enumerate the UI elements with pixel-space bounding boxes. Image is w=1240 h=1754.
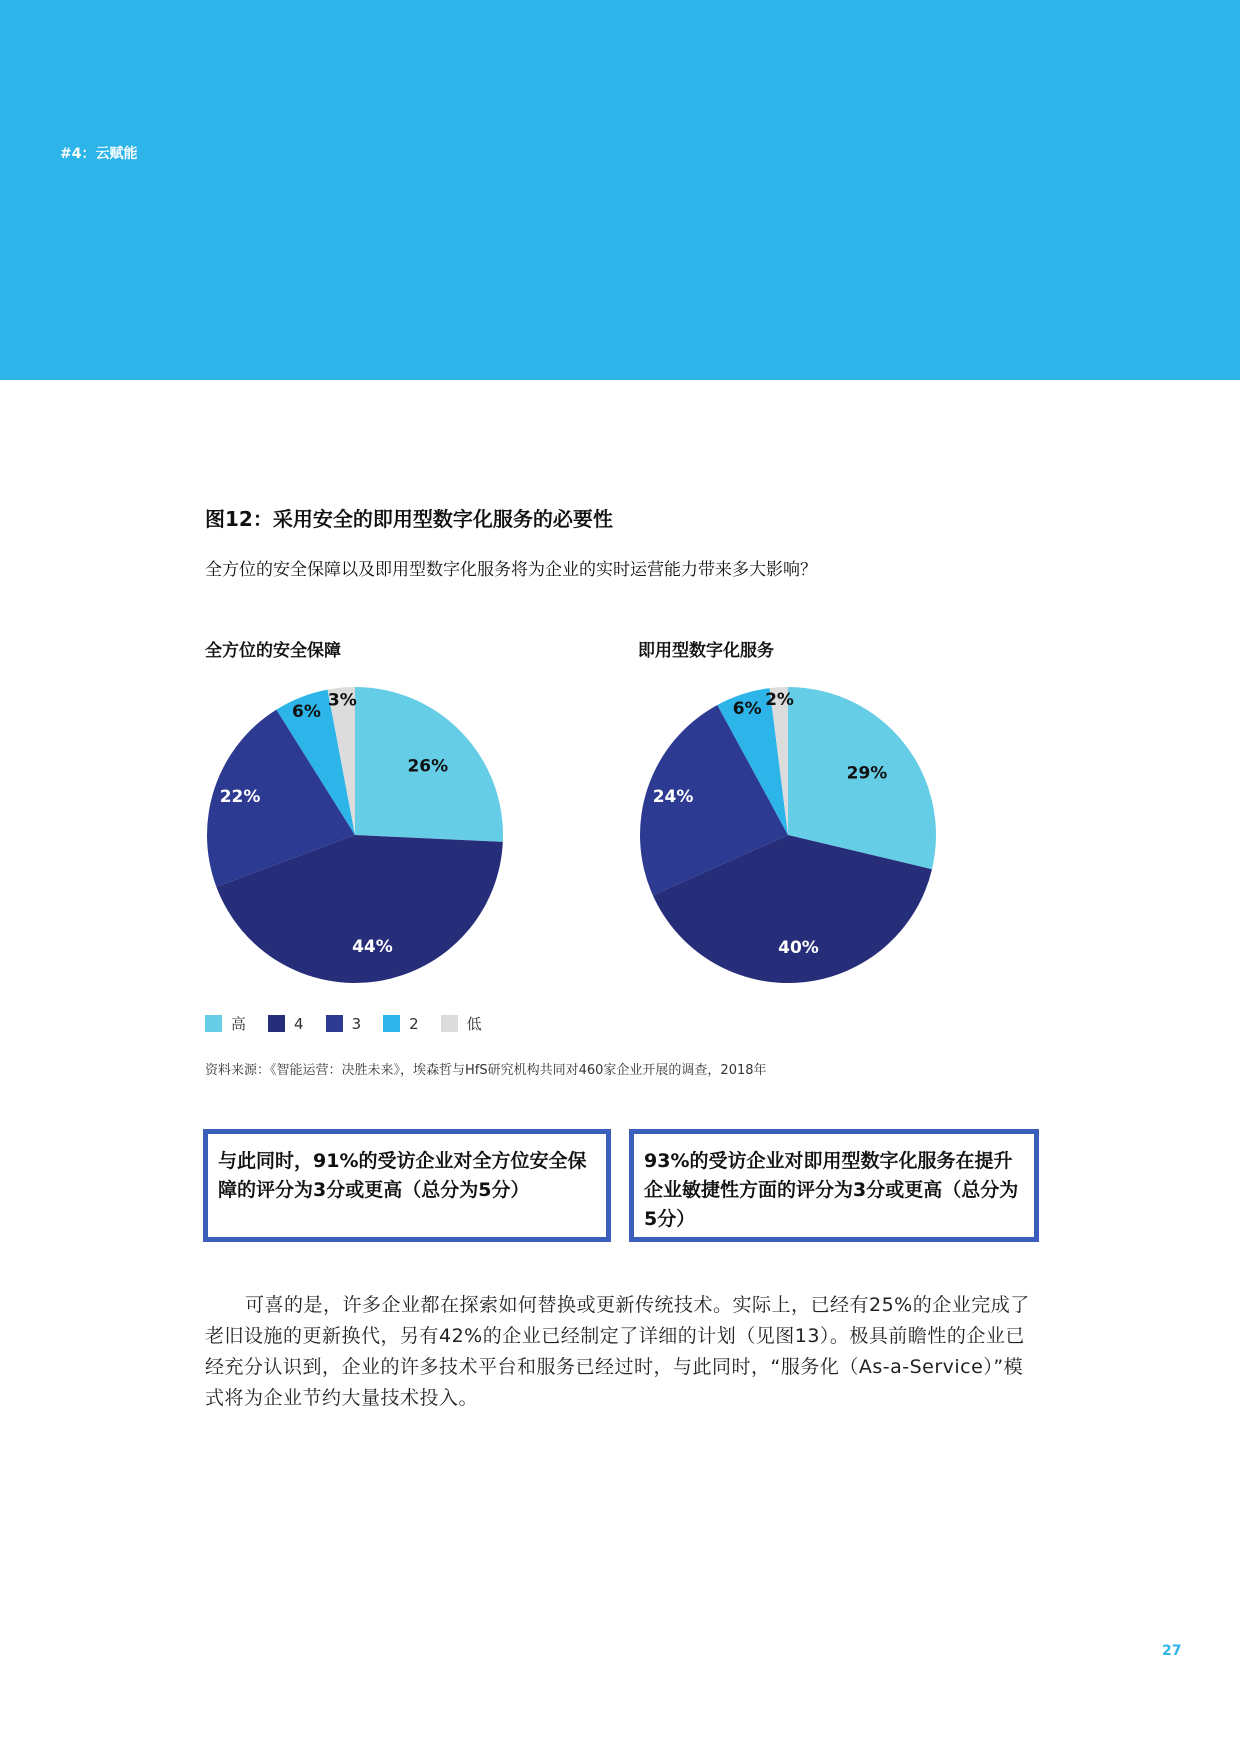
pie-label-4: 40% — [778, 937, 819, 958]
legend-item-2 — [383, 1013, 419, 1034]
legend-label-2: 2 — [409, 1014, 419, 1033]
callout-services: 93%的受访企业对即用型数字化服务在提升企业敏捷性方面的评分为3分或更高（总分为5分） — [629, 1129, 1039, 1242]
pie-label-4: 44% — [352, 937, 393, 958]
legend-label-4: 4 — [294, 1014, 304, 1033]
legend-swatch-3 — [326, 1015, 343, 1032]
section-tag: #4：云赋能 — [60, 146, 138, 162]
legend-label-low: 低 — [466, 1015, 482, 1033]
figure-subtitle: 全方位的安全保障以及即用型数字化服务将为企业的实时运营能力带来多大影响？ — [205, 560, 817, 580]
legend-label-3: 3 — [351, 1014, 362, 1033]
pie-label-high: 26% — [407, 756, 449, 777]
page-number: 27 — [1162, 1643, 1182, 1659]
pie-label-3: 22% — [219, 787, 261, 808]
body-paragraph: 可喜的是，许多企业都在探索如何替换或更新传统技术。实际上，已经有25%的企业完成了老旧设施的更新换代，另有42%的企业已经制定了详细的计划（见图13）。极具前瞻性的企业已经充分认识到，企业的许多技术平台和服务已经过时，与此同时，“服务化（As-a-Service）”模式将为企业节约大量技术投入。 — [205, 1294, 1030, 1409]
callout-security: 与此同时，91%的受访企业对全方位安全保障的评分为3分或更高（总分为5分） — [203, 1129, 611, 1242]
legend-swatch-low — [441, 1015, 458, 1032]
pie-label-2: 6% — [291, 701, 321, 722]
legend-item-high — [205, 1013, 246, 1034]
pie-label-high: 29% — [846, 763, 888, 784]
pie-chart-services — [633, 680, 943, 990]
chart-title-services: 即用型数字化服务 — [638, 641, 774, 661]
figure-title: 图12：采用安全的即用型数字化服务的必要性 — [205, 507, 613, 531]
chart-legend — [205, 1013, 482, 1034]
pie-label-low: 3% — [327, 690, 357, 711]
legend-item-4 — [268, 1013, 304, 1034]
legend-swatch-2 — [383, 1015, 400, 1032]
pie-chart-security — [200, 680, 510, 990]
pie-label-3: 24% — [652, 787, 694, 808]
legend-item-low — [441, 1013, 482, 1034]
legend-swatch-4 — [268, 1015, 285, 1032]
legend-label-high: 高 — [231, 1015, 247, 1033]
pie-label-low: 2% — [765, 690, 794, 711]
legend-swatch-high — [205, 1015, 222, 1032]
legend-item-3 — [326, 1013, 362, 1034]
chart-title-security: 全方位的安全保障 — [205, 641, 341, 661]
pie-label-2: 6% — [732, 699, 762, 720]
source-note: 资料来源：《智能运营：决胜未来》，埃森哲与HfS研究机构共同对460家企业开展的调查，2018年 — [205, 1063, 767, 1078]
header-band — [0, 0, 1240, 380]
